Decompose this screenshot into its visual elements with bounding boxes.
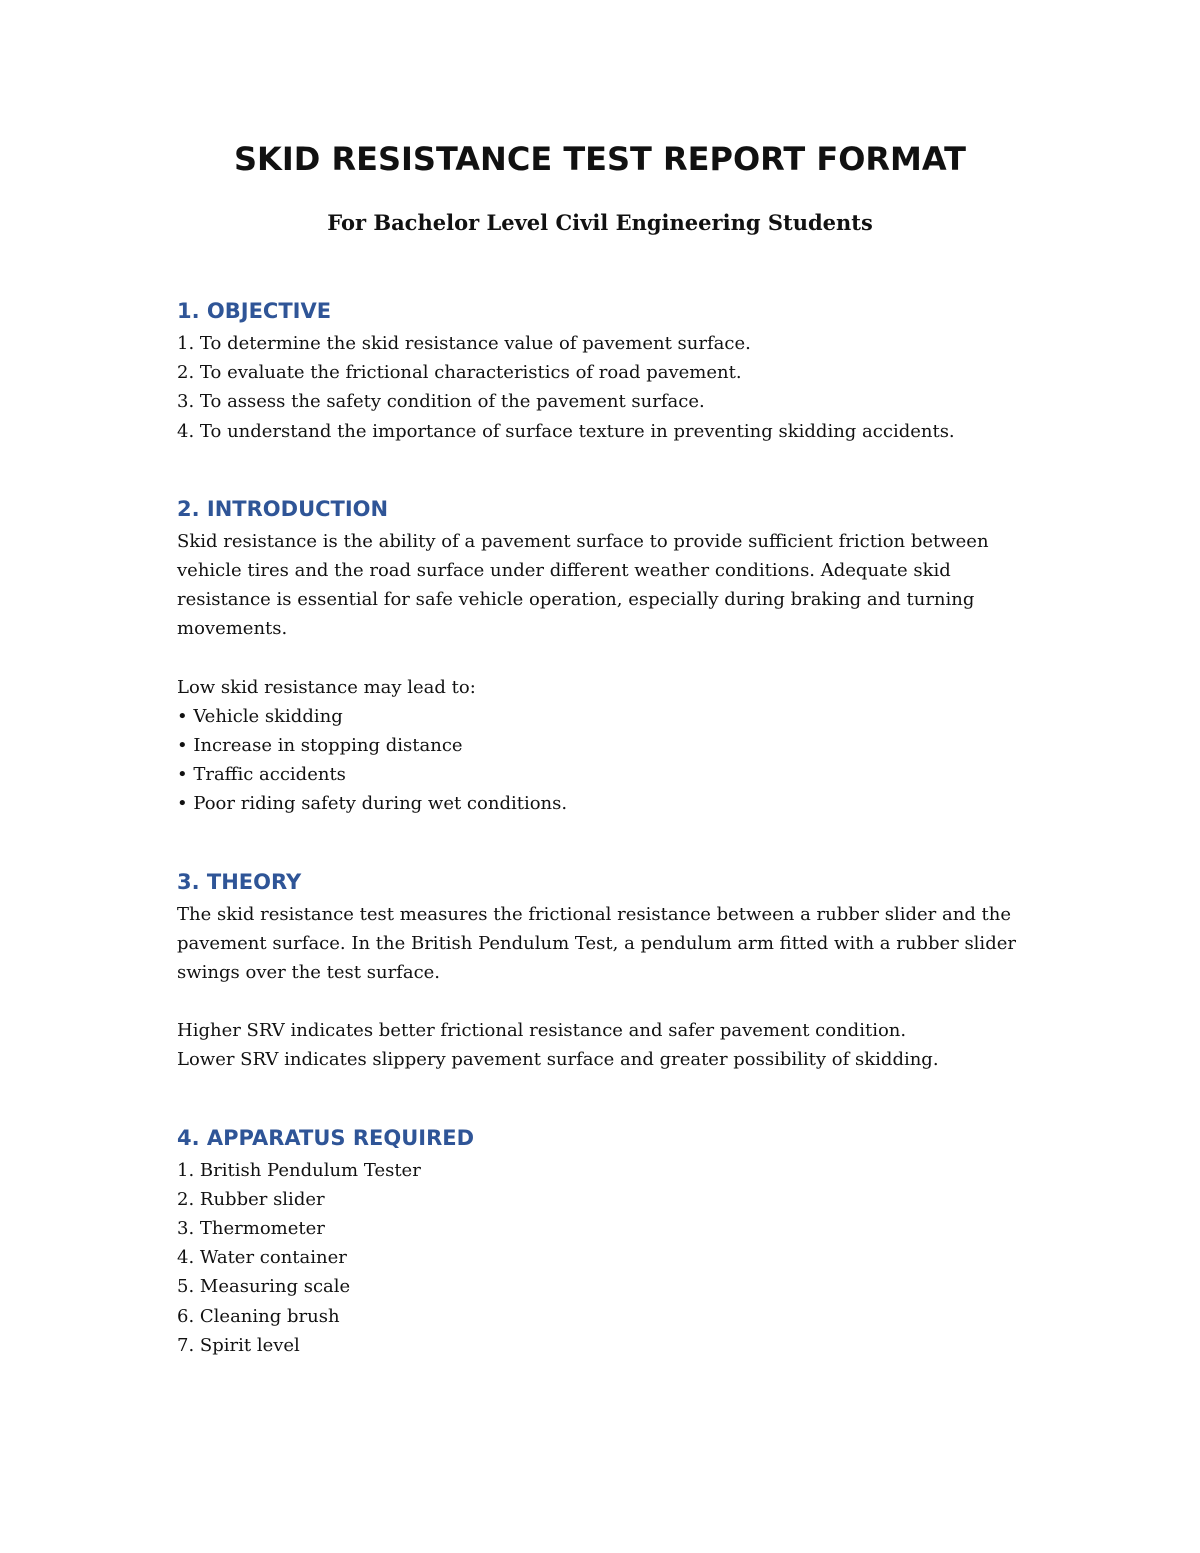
objective-item: 1. To determine the skid resistance value of pavement surface. [177, 333, 751, 354]
section-spacer [177, 475, 1037, 491]
objective-section [177, 293, 1037, 446]
paragraph-spacer [177, 644, 1037, 673]
apparatus-item: 7. Spirit level [177, 1334, 300, 1356]
theory-note: Lower SRV indicates slippery pavement surface and greater possibility of skidding. [177, 1049, 939, 1071]
apparatus-item: 5. Measuring scale [177, 1276, 351, 1298]
objective-item: 2. To evaluate the frictional characteristics of road pavement. [177, 362, 742, 384]
section-spacer [177, 848, 1037, 864]
apparatus-item: 2. Rubber slider [177, 1188, 325, 1210]
paragraph-spacer [177, 987, 1037, 1016]
introduction-paragraph-line: vehicle tires and the road surface under different weather conditions. Adequate skid [177, 560, 951, 582]
apparatus-heading: 4. APPARATUS REQUIRED [177, 1125, 475, 1150]
objective-item: 4. To understand the importance of surface texture in preventing skidding accidents. [177, 420, 955, 442]
introduction-bullet: • Poor riding safety during wet conditions. [177, 793, 568, 815]
section-spacer [177, 819, 1037, 848]
introduction-bullet: • Vehicle skidding [177, 705, 343, 727]
theory-section [177, 864, 1037, 1075]
introduction-paragraph-line: resistance is essential for safe vehicle operation, especially during braking and turning [177, 589, 975, 611]
section-spacer [177, 446, 1037, 475]
document-subtitle: For Bachelor Level Civil Engineering Students [327, 210, 873, 235]
section-spacer [177, 1075, 1037, 1104]
objective-heading: 1. OBJECTIVE [177, 299, 332, 323]
document-title: SKID RESISTANCE TEST REPORT FORMAT [233, 140, 966, 178]
introduction-paragraph-line: Skid resistance is the ability of a pavement surface to provide sufficient friction between [177, 530, 989, 552]
apparatus-section [177, 1120, 1037, 1360]
objective-item: 3. To assess the safety condition of the pavement surface. [177, 391, 705, 413]
theory-paragraph-line: pavement surface. In the British Pendulum Test, a pendulum arm fitted with a rubber slider [177, 932, 1016, 954]
section-spacer [177, 1104, 1037, 1120]
introduction-paragraph-line: movements. [177, 618, 288, 640]
introduction-list-intro: Low skid resistance may lead to: [177, 676, 476, 698]
introduction-bullet: • Traffic accidents [177, 764, 346, 786]
introduction-bullet: • Increase in stopping distance [177, 735, 463, 757]
apparatus-item: 1. British Pendulum Tester [177, 1159, 421, 1181]
apparatus-item: 3. Thermometer [177, 1218, 325, 1240]
introduction-heading: 2. INTRODUCTION [177, 496, 389, 521]
theory-note: Higher SRV indicates better frictional resistance and safer pavement condition. [177, 1020, 907, 1042]
introduction-section [177, 491, 1037, 819]
theory-heading: 3. THEORY [177, 869, 302, 894]
apparatus-item: 6. Cleaning brush [177, 1305, 340, 1327]
apparatus-item: 4. Water container [177, 1247, 347, 1269]
document-body [177, 293, 1037, 1360]
theory-paragraph-line: The skid resistance test measures the frictional resistance between a rubber slider and the [177, 903, 1012, 925]
theory-paragraph-line: swings over the test surface. [177, 962, 441, 984]
